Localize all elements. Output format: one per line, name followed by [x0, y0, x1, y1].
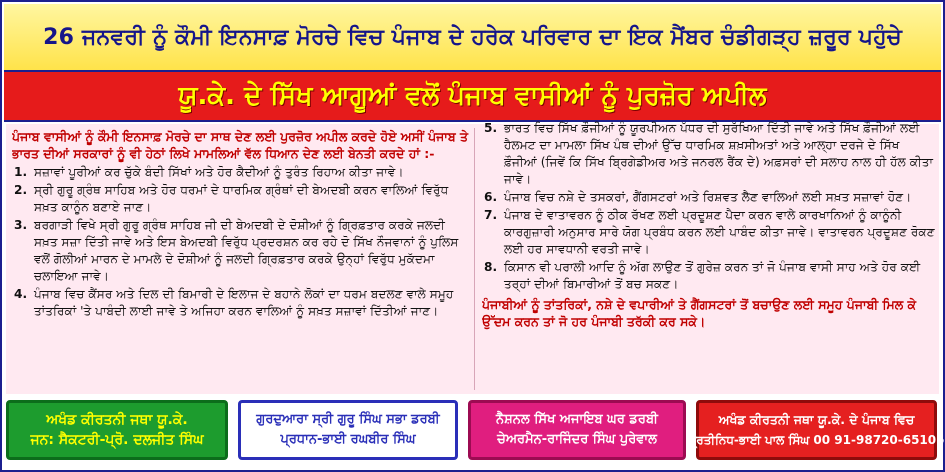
list-item — [482, 259, 936, 293]
right-column — [482, 120, 936, 388]
sponsor-box-sikh-museum — [468, 400, 686, 460]
point-number: 3. — [14, 218, 28, 232]
column-divider — [474, 128, 475, 390]
sponsor-name: ਨੈਸ਼ਨਲ ਸਿੱਖ ਅਜਾਇਬ ਘਰ ਡਰਬੀ — [496, 412, 658, 427]
headline: 26 ਜਨਵਰੀ ਨੂੰ ਕੌਮੀ ਇਨਸਾਫ਼ ਮੋਰਚੇ ਵਿਚ ਪੰਜਾਬ ਦੇ ਹਰੇਕ ਪਰਿਵਾਰ ਦਾ ਇਕ ਮੈਂਬਰ ਚੰਡੀਗੜ੍ਹ ਜ਼ਰੂਰ ਪਹੁੰਚੇ — [43, 24, 902, 50]
body-panel — [6, 121, 939, 394]
sponsor-name: ਅਖੰਡ ਕੀਰਤਨੀ ਜਥਾ ਯੂ.ਕੇ. — [46, 412, 188, 428]
sponsor-box-akj-uk — [6, 400, 228, 460]
header-banner — [4, 4, 941, 72]
point-number: 2. — [14, 183, 28, 197]
sponsor-contact: ਪ੍ਰਤੀਨਿਧ-ਭਾਈ ਪਾਲ ਸਿੰਘ 00 91-98720-65105 — [688, 433, 945, 447]
intro-paragraph: ਪੰਜਾਬ ਵਾਸੀਆਂ ਨੂੰ ਕੌਮੀ ਇਨਸਾਫ਼ ਮੋਰਚੇ ਦਾ ਸਾਥ ਦੇਣ ਲਈ ਪੁਰਜ਼ੋਰ ਅਪੀਲ ਕਰਦੇ ਹੋਏ ਅਸੀਂ ਪੰਜਾਬ ਤੇ ਭਾਰਤ ਦੀਆਂ ਸਰਕਾਰਾਂ ਨੂੰ ਵੀ ਹੇਠਾਂ ਲਿਖੇ ਮਾਮਲਿਆਂ ਵੱਲ ਧਿਆਨ ਦੇਣ ਲਈ ਬੇਨਤੀ ਕਰਦੇ ਹਾਂ :- — [12, 129, 469, 161]
point-text: ਸਜ਼ਾਵਾਂ ਪੂਰੀਆਂ ਕਰ ਚੁੱਕੇ ਬੰਦੀ ਸਿੱਖਾਂ ਅਤੇ ਹੋਰ ਕੈਦੀਆਂ ਨੂੰ ਤੁਰੰਤ ਰਿਹਾਅ ਕੀਤਾ ਜਾਵੇ। — [34, 165, 404, 179]
point-text: ਪੰਜਾਬ ਵਿਚ ਨਸ਼ੇ ਦੇ ਤਸਕਰਾਂ, ਗੈਂਗਸਟਰਾਂ ਅਤੇ ਰਿਸ਼ਵਤ ਲੈਣ ਵਾਲਿਆਂ ਲਈ ਸਖ਼ਤ ਸਜ਼ਾਵਾਂ ਹੋਣ। — [504, 190, 912, 204]
point-number: 1. — [14, 165, 28, 179]
list-item — [12, 286, 472, 320]
point-number: 4. — [14, 287, 28, 301]
list-item — [482, 207, 936, 258]
point-text: ਭਾਰਤ ਵਿਚ ਸਿੱਖ ਫ਼ੌਜੀਆਂ ਨੂੰ ਯੂਰਪੀਅਨ ਪੱਧਰ ਦੀ ਸੁਰੱਖਿਆ ਦਿੱਤੀ ਜਾਵੇ ਅਤੇ ਸਿੱਖ ਫ਼ੌਜੀਆਂ ਲਈ ਹੈਲਮਟ ਦਾ ਮਾਮਲਾ ਸਿੱਖ ਪੰਥ ਦੀਆਂ ਉੱਚ ਧਾਰਮਿਕ ਸ਼ਖ਼ਸੀਅਤਾਂ ਅਤੇ ਆਲ੍ਹਾ ਦਰਜੇ ਦੇ ਸਿੱਖ ਫ਼ੌਜੀਆਂ (ਜਿਵੇਂ ਕਿ ਸਿੱਖ ਬ੍ਰਿਗੇਡੀਅਰ ਅਤੇ ਜਨਰਲ ਰੈਂਕ ਦੇ) ਅਫ਼ਸਰਾਂ ਦੀ ਸਲਾਹ ਨਾਲ ਹੀ ਹੱਲ ਕੀਤਾ ਜਾਵੇ। — [504, 121, 933, 186]
point-text: ਪੰਜਾਬ ਦੇ ਵਾਤਾਵਰਨ ਨੂੰ ਠੀਕ ਰੱਖਣ ਲਈ ਪ੍ਰਦੂਸ਼ਣ ਪੈਦਾ ਕਰਨ ਵਾਲੇ ਕਾਰਖਾਨਿਆਂ ਨੂੰ ਕਾਨੂੰਨੀ ਕਾਰਗੁਜ਼ਾਰੀ ਅਨੁਸਾਰ ਸਾਰੇ ਯੋਗ ਪ੍ਰਬੰਧ ਕਰਨ ਲਈ ਪਾਬੰਦ ਕੀਤਾ ਜਾਵੇ। ਵਾਤਾਵਰਨ ਪ੍ਰਦੂਸ਼ਣ ਰੋਕਣ ਲਈ ਹਰ ਸਾਵਧਾਨੀ ਵਰਤੀ ਜਾਵੇ। — [504, 208, 935, 256]
sponsor-name: ਅਖੰਡ ਕੀਰਤਨੀ ਜਥਾ ਯੂ.ਕੇ. ਦੇ ਪੰਜਾਬ ਵਿਚ — [718, 412, 915, 427]
sponsor-box-gurdwara-derby — [238, 400, 458, 460]
list-item — [12, 217, 472, 285]
sponsor-contact: ਪ੍ਰਧਾਨ-ਭਾਈ ਰਘਬੀਰ ਸਿੰਘ — [280, 432, 416, 447]
point-number: 6. — [484, 190, 498, 204]
right-points-list — [482, 120, 936, 293]
sponsor-name: ਗੁਰਦੁਆਰਾ ਸ੍ਰੀ ਗੁਰੂ ਸਿੰਘ ਸਭਾ ਡਰਬੀ — [256, 412, 440, 427]
sponsor-contact: ਚੇਅਰਮੈਨ-ਰਾਜਿੰਦਰ ਸਿੰਘ ਪੁਰੇਵਾਲ — [497, 432, 657, 447]
list-item — [482, 189, 936, 206]
point-number: 7. — [484, 208, 498, 222]
point-text: ਪੰਜਾਬ ਵਿਚ ਕੈਂਸਰ ਅਤੇ ਦਿਲ ਦੀ ਬਿਮਾਰੀ ਦੇ ਇਲਾਜ ਦੇ ਬਹਾਨੇ ਲੋਕਾਂ ਦਾ ਧਰਮ ਬਦਲਣ ਵਾਲੇ ਸਮੂਹ ਤਾਂਤਰਿਕਾਂ 'ਤੇ ਪਾਬੰਦੀ ਲਾਈ ਜਾਵੇ ਤੇ ਅਜਿਹਾ ਕਰਨ ਵਾਲਿਆਂ ਨੂੰ ਸਖ਼ਤ ਸਜ਼ਾਵਾਂ ਦਿੱਤੀਆਂ ਜਾਣ। — [34, 287, 454, 318]
point-number: 5. — [484, 121, 498, 135]
list-item — [482, 120, 936, 188]
sponsor-box-akj-punjab-rep — [688, 400, 945, 460]
left-column — [12, 128, 472, 390]
point-text: ਕਿਸਾਨ ਵੀ ਪਰਾਲੀ ਆਦਿ ਨੂੰ ਅੱਗ ਲਾਉਣ ਤੋਂ ਗੁਰੇਜ਼ ਕਰਨ ਤਾਂ ਜੋ ਪੰਜਾਬ ਵਾਸੀ ਸਾਹ ਅਤੇ ਹੋਰ ਕਈ ਤਰ੍ਹਾਂ ਦੀਆਂ ਬਿਮਾਰੀਆਂ ਤੋਂ ਬਚ ਸਕਣ। — [504, 260, 921, 291]
sponsor-contact: ਜਨ: ਸੈਕਟਰੀ-ਪ੍ਰੋ. ਦਲਜੀਤ ਸਿੰਘ — [30, 432, 204, 448]
sponsor-footer — [4, 396, 945, 468]
point-text: ਸ੍ਰੀ ਗੁਰੂ ਗ੍ਰੰਥ ਸਾਹਿਬ ਅਤੇ ਹੋਰ ਧਰਮਾਂ ਦੇ ਧਾਰਮਿਕ ਗ੍ਰੰਥਾਂ ਦੀ ਬੇਅਦਬੀ ਕਰਨ ਵਾਲਿਆਂ ਵਿਰੁੱਧ ਸਖ਼ਤ ਕਾਨੂੰਨ ਬਣਾਏ ਜਾਣ। — [34, 183, 449, 214]
left-points-list — [12, 164, 472, 320]
point-number: 8. — [484, 260, 498, 274]
appeal-title: ਯੂ.ਕੇ. ਦੇ ਸਿੱਖ ਆਗੂਆਂ ਵਲੋਂ ਪੰਜਾਬ ਵਾਸੀਆਂ ਨੂੰ ਪੁਰਜ਼ੋਰ ਅਪੀਲ — [178, 80, 767, 111]
subtitle-banner — [4, 72, 941, 122]
point-text: ਬਰਗਾੜੀ ਵਿਖੇ ਸ੍ਰੀ ਗੁਰੂ ਗ੍ਰੰਥ ਸਾਹਿਬ ਜੀ ਦੀ ਬੇਅਦਬੀ ਦੇ ਦੋਸ਼ੀਆਂ ਨੂੰ ਗ੍ਰਿਫ਼ਤਾਰ ਕਰਕੇ ਜਲਦੀ ਸਖ਼ਤ ਸਜ਼ਾ ਦਿੱਤੀ ਜਾਵੇ ਅਤੇ ਇਸ ਬੇਅਦਬੀ ਵਿਰੁੱਧ ਪ੍ਰਦਰਸ਼ਨ ਕਰ ਰਹੇ ਦੋ ਸਿੱਖ ਨੌਜਵਾਨਾਂ ਨੂੰ ਪੁਲਿਸ ਵਲੋਂ ਗੋਲੀਆਂ ਮਾਰਨ ਦੇ ਮਾਮਲੇ ਦੇ ਦੋਸ਼ੀਆਂ ਨੂੰ ਜਲਦੀ ਗ੍ਰਿਫ਼ਤਾਰ ਕਰਕੇ ਉਨ੍ਹਾਂ ਵਿਰੁੱਧ ਮੁਕੱਦਮਾ ਚਲਾਇਆ ਜਾਵੇ। — [34, 218, 459, 283]
closing-appeal: ਪੰਜਾਬੀਆਂ ਨੂੰ ਤਾਂਤਰਿਕਾਂ, ਨਸ਼ੇ ਦੇ ਵਪਾਰੀਆਂ ਤੇ ਗੈਂਗਸਟਰਾਂ ਤੋਂ ਬਚਾਉਣ ਲਈ ਸਮੂਹ ਪੰਜਾਬੀ ਮਿਲ ਕੇ ਉੱਦਮ ਕਰਨ ਤਾਂ ਜੋ ਹਰ ਪੰਜਾਬੀ ਤਰੱਕੀ ਕਰ ਸਕੇ। — [482, 297, 917, 329]
list-item — [12, 182, 472, 216]
list-item — [12, 164, 472, 181]
